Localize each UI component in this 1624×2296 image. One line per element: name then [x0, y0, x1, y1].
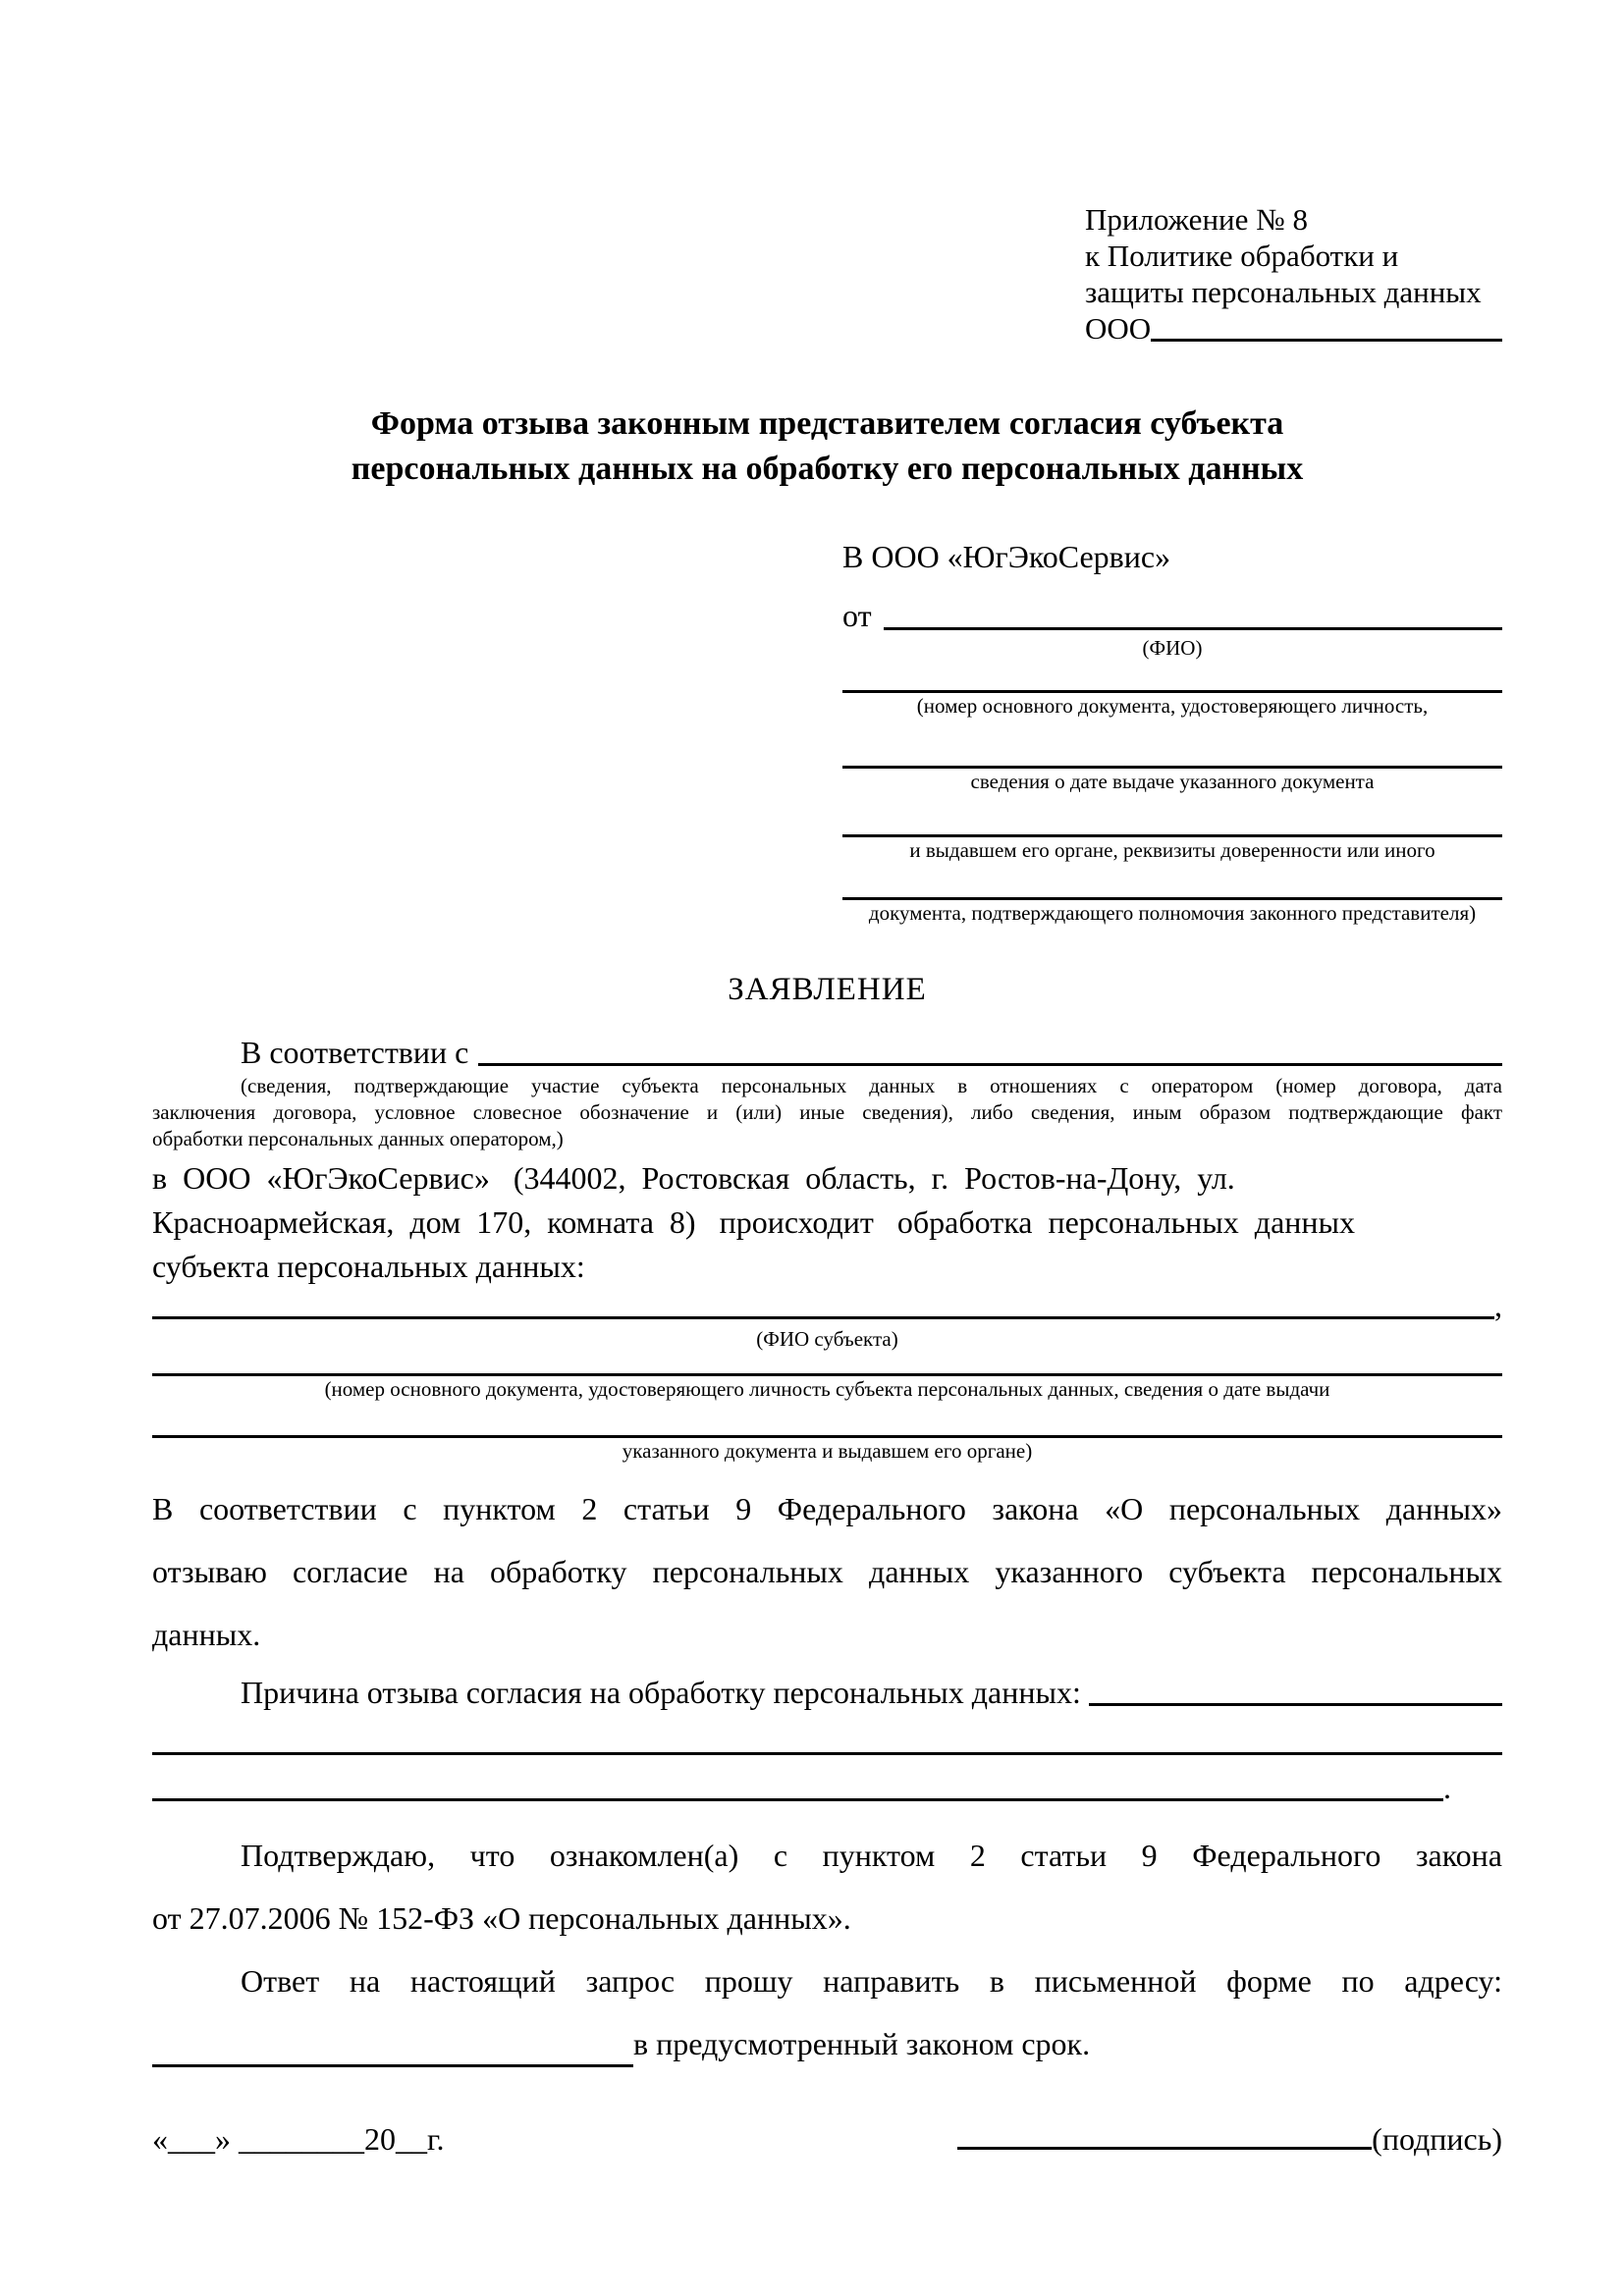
appendix-line-3: защиты персональных данных	[1085, 275, 1482, 309]
document-title	[152, 401, 1502, 492]
addressee-block	[842, 537, 1502, 926]
title-line-1: Форма отзыва законным представителем согласия субъекта	[370, 405, 1284, 442]
accordance-blank-field	[478, 1063, 1502, 1066]
appendix-company-row	[1085, 310, 1502, 347]
appendix-line-1: Приложение № 8	[1085, 202, 1308, 237]
reason-blank-line-1	[152, 1752, 1502, 1755]
representative-doc-field-3	[842, 834, 1502, 863]
reply-address-row	[152, 2012, 1502, 2075]
representative-doc-field-4	[842, 897, 1502, 926]
appendix-line-2: к Политике обработки и	[1085, 239, 1399, 273]
confirmation-paragraph	[152, 1824, 1502, 1949]
signature-caption: (подпись)	[1372, 2121, 1502, 2157]
accordance-row	[152, 1032, 1502, 1071]
fio-caption: (ФИО)	[1142, 636, 1203, 660]
withdrawal-line-2: отзываю согласие на обработку персональных данных указанного субъекта персональных	[152, 1554, 1502, 1589]
subject-doc-field-1	[152, 1373, 1502, 1402]
operator-line-2: Красноармейская, дом 170, комната 8) происходит обработка персональных данных	[152, 1204, 1356, 1240]
title-line-2: персональных данных на обработку его персональных данных	[351, 451, 1304, 487]
withdrawal-line-1: В соответствии с пунктом 2 статьи 9 Федерального закона «О персональных данных»	[152, 1491, 1502, 1526]
reply-line-1: Ответ на настоящий запрос прошу направить в письменной форме по адресу:	[241, 1963, 1502, 1999]
reason-blank-line-2	[152, 1798, 1443, 1801]
representative-doc-field-2	[842, 766, 1502, 794]
operator-line-3: субъекта персональных данных:	[152, 1249, 585, 1284]
doc-caption-3: и выдавшем его органе, реквизиты доверенности или иного	[909, 838, 1435, 862]
subject-fio-caption: (ФИО субъекта)	[756, 1327, 898, 1351]
reason-label: Причина отзыва согласия на обработку персональных данных:	[241, 1675, 1081, 1710]
signature-date-line: «___» ________20__г.	[152, 2121, 445, 2157]
subject-doc-field-2	[152, 1435, 1502, 1464]
subject-fio-row	[152, 1288, 1502, 1324]
subject-doc-caption-2: указанного документа и выдавшем его органе)	[622, 1439, 1033, 1463]
appendix-block	[1085, 201, 1502, 347]
signature-row	[152, 2114, 1502, 2158]
note-line-2: заключения договора, условное словесное обозначение и (или) иные сведения), либо сведения, иным образом подтверждающие факт	[152, 1100, 1502, 1124]
subject-fio-blank-field	[152, 1316, 1494, 1319]
representative-doc-field-1	[842, 690, 1502, 719]
operator-paragraph	[152, 1156, 1502, 1289]
accordance-label: В соответствии с	[241, 1035, 469, 1070]
subject-fio-comma: ,	[1494, 1288, 1502, 1323]
accordance-note	[152, 1073, 1502, 1152]
reason-line-2-row	[152, 1770, 1502, 1806]
note-line-3: обработки персональных данных оператором,)	[152, 1127, 564, 1150]
note-line-1: (сведения, подтверждающие участие субъекта персональных данных в отношениях с оператором (номер договора, дата	[241, 1074, 1502, 1097]
reason-row	[152, 1672, 1502, 1711]
subject-doc-caption-1: (номер основного документа, удостоверяющего личность субъекта персональных данных, сведения о дате выдачи	[324, 1377, 1330, 1401]
doc-caption-2: сведения о дате выдаче указанного документа	[970, 770, 1375, 793]
signature-right	[957, 2121, 1502, 2158]
from-label: от	[842, 598, 872, 633]
addressee-to: В ООО «ЮгЭкоСервис»	[842, 539, 1171, 574]
reason-blank-field	[1089, 1703, 1502, 1706]
reason-period: .	[1443, 1770, 1451, 1805]
confirmation-line-1: Подтверждаю, что ознакомлен(а) с пунктом 2 статьи 9 Федерального закона	[241, 1838, 1502, 1873]
withdrawal-line-3: данных.	[152, 1617, 261, 1652]
company-label: ООО	[1085, 311, 1152, 346]
operator-line-1: в ООО «ЮгЭкоСервис» (344002, Ростовская область, г. Ростов-на-Дону, ул.	[152, 1160, 1235, 1196]
statement-heading: ЗАЯВЛЕНИЕ	[728, 972, 927, 1007]
doc-caption-4: документа, подтверждающего полномочия законного представителя)	[868, 901, 1477, 925]
representative-fio-blank-field	[884, 627, 1502, 630]
signature-blank-field	[957, 2147, 1372, 2150]
from-row	[842, 596, 1502, 635]
reply-paragraph	[152, 1949, 1502, 2075]
confirmation-line-2: от 27.07.2006 № 152-ФЗ «О персональных данных».	[152, 1900, 851, 1936]
company-name-blank-field	[1151, 339, 1502, 342]
withdrawal-paragraph	[152, 1477, 1502, 1666]
doc-caption-1: (номер основного документа, удостоверяющего личность,	[916, 694, 1429, 718]
reply-address-blank-field	[152, 2064, 633, 2067]
reply-suffix: в предусмотренный законом срок.	[633, 2026, 1091, 2061]
